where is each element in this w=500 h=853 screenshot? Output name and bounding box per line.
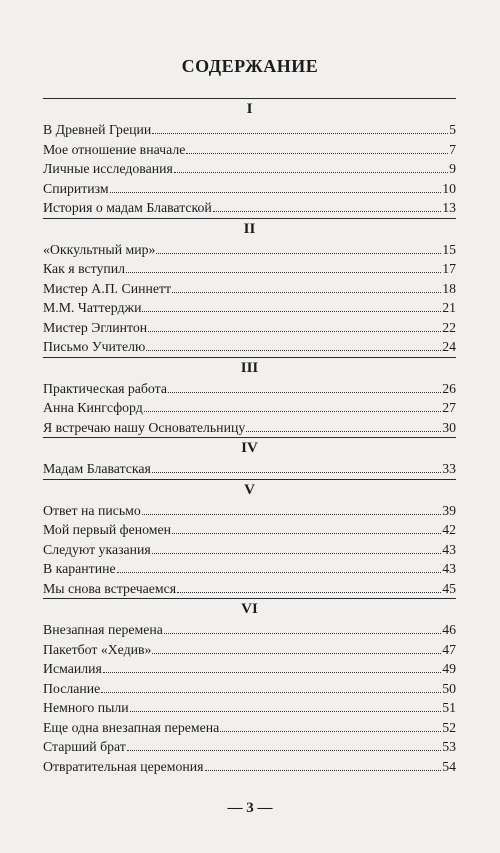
entry-title: Личные исследования [43, 161, 173, 176]
entry-page-number: 43 [442, 561, 456, 576]
entry-title: Мое отношение вначале [43, 141, 186, 157]
entry-title: Как я вступил [43, 261, 126, 276]
dot-leader [213, 211, 441, 212]
toc-entry [43, 198, 456, 218]
toc-entry [43, 279, 456, 299]
dot-leader [246, 431, 441, 432]
toc-entry [43, 559, 456, 579]
entry-title: Послание [43, 680, 101, 696]
toc-entry [43, 698, 456, 718]
toc-entry [43, 459, 456, 479]
dot-leader [152, 653, 441, 654]
toc-entry [43, 120, 456, 140]
entry-page-number: 9 [449, 161, 456, 176]
toc-section [43, 598, 456, 776]
dot-leader [142, 514, 441, 515]
entry-page-number: 51 [442, 700, 456, 715]
toc-entry [43, 159, 456, 179]
toc-entry [43, 379, 456, 399]
entry-page-number: 30 [442, 419, 456, 435]
toc-entry [43, 140, 456, 160]
entry-title: Отвратительная церемония [43, 758, 204, 774]
toc-entry [43, 737, 456, 757]
entry-title: Еще одна внезапная перемена [43, 719, 220, 735]
dot-leader [172, 292, 441, 293]
toc-entry [43, 659, 456, 679]
entry-title: Практическая работа [43, 380, 167, 396]
entry-page-number: 52 [442, 719, 456, 735]
entry-page-number: 42 [442, 522, 456, 537]
dot-leader [101, 692, 441, 693]
dot-leader [127, 750, 441, 751]
dot-leader [174, 172, 448, 173]
entry-title: Мадам Блаватская [43, 461, 151, 476]
dot-leader [156, 253, 441, 254]
section-numeral: I [246, 101, 253, 117]
toc-section [43, 98, 456, 218]
dot-leader [172, 533, 441, 534]
entry-title: Анна Кингсфорд [43, 400, 143, 415]
entry-page-number: 18 [442, 280, 456, 296]
toc-entry [43, 679, 456, 699]
entry-page-number: 27 [442, 400, 456, 415]
entry-title: В Древней Греции [43, 122, 152, 137]
entry-page-number: 49 [442, 661, 456, 676]
entry-title: Мистер Эглинтон [43, 319, 148, 335]
toc-entry [43, 501, 456, 521]
dot-leader [168, 392, 441, 393]
toc-entry [43, 418, 456, 438]
dot-leader [152, 553, 441, 554]
dot-leader [103, 672, 441, 673]
entry-title: В карантине [43, 561, 116, 576]
dot-leader [205, 770, 442, 771]
entry-page-number: 21 [442, 300, 456, 315]
dot-leader [117, 572, 442, 573]
toc-entry [43, 579, 456, 599]
entry-title: Следуют указания [43, 541, 151, 557]
section-numeral: V [244, 481, 255, 498]
entry-title: Исмаилия [43, 661, 102, 676]
toc-entry [43, 298, 456, 318]
toc-entry [43, 259, 456, 279]
dot-leader [152, 472, 441, 473]
dot-leader [148, 331, 441, 332]
section-numeral: VI [241, 601, 258, 617]
dot-leader [177, 592, 441, 593]
toc-entry [43, 337, 456, 357]
toc-section [43, 357, 456, 438]
entry-title: Мой первый феномен [43, 522, 171, 537]
section-numeral: III [240, 359, 259, 376]
dot-leader [130, 711, 442, 712]
entry-page-number: 7 [449, 141, 456, 157]
entry-title: Старший брат [43, 739, 126, 754]
toc-section [43, 218, 456, 357]
entry-page-number: 10 [442, 180, 456, 196]
entry-page-number: 47 [442, 641, 456, 657]
toc-entry [43, 520, 456, 540]
entry-page-number: 13 [442, 200, 456, 215]
toc-entry [43, 640, 456, 660]
entry-page-number: 50 [442, 680, 456, 696]
dot-leader [144, 411, 441, 412]
toc-entry [43, 318, 456, 338]
entry-title: Я встречаю нашу Основательницу [43, 419, 246, 435]
entry-title: Письмо Учителю [43, 339, 146, 354]
entry-page-number: 5 [449, 122, 456, 137]
entry-page-number: 54 [442, 758, 456, 774]
section-numeral: II [243, 220, 256, 237]
toc-section [43, 437, 456, 479]
entry-title: История о мадам Блаватской [43, 200, 212, 215]
toc-section [43, 479, 456, 599]
dot-leader [186, 153, 448, 154]
entry-title: Мистер А.П. Синнетт [43, 280, 172, 296]
dot-leader [146, 350, 441, 351]
entry-page-number: 43 [442, 541, 456, 557]
entry-title: Мы снова встречаемся [43, 580, 177, 596]
page-number: — 3 — [227, 800, 273, 816]
entry-page-number: 45 [442, 580, 456, 596]
entry-page-number: 39 [442, 502, 456, 518]
entry-page-number: 53 [442, 739, 456, 754]
table-of-contents [43, 98, 456, 776]
page-title: СОДЕРЖАНИЕ [181, 56, 319, 76]
section-numeral: IV [241, 440, 258, 456]
entry-page-number: 26 [442, 380, 456, 396]
toc-entry [43, 398, 456, 418]
entry-page-number: 46 [442, 622, 456, 637]
entry-title: «Оккультный мир» [43, 241, 156, 257]
entry-title: Спиритизм [43, 180, 109, 196]
entry-title: М.М. Чаттерджи [43, 300, 142, 315]
toc-entry [43, 540, 456, 560]
dot-leader [152, 133, 448, 134]
entry-page-number: 22 [442, 319, 456, 335]
dot-leader [126, 272, 441, 273]
entry-page-number: 24 [442, 339, 456, 354]
entry-title: Ответ на письмо [43, 502, 141, 518]
entry-page-number: 15 [442, 241, 456, 257]
dot-leader [220, 731, 441, 732]
entry-title: Внезапная перемена [43, 622, 163, 637]
entry-title: Пакетбот «Хедив» [43, 641, 152, 657]
toc-entry [43, 718, 456, 738]
dot-leader [164, 633, 441, 634]
toc-entry [43, 179, 456, 199]
dot-leader [110, 192, 442, 193]
entry-page-number: 33 [442, 461, 456, 476]
toc-entry [43, 620, 456, 640]
entry-title: Немного пыли [43, 700, 129, 715]
entry-page-number: 17 [442, 261, 456, 276]
toc-entry [43, 757, 456, 777]
toc-entry [43, 240, 456, 260]
dot-leader [142, 311, 441, 312]
